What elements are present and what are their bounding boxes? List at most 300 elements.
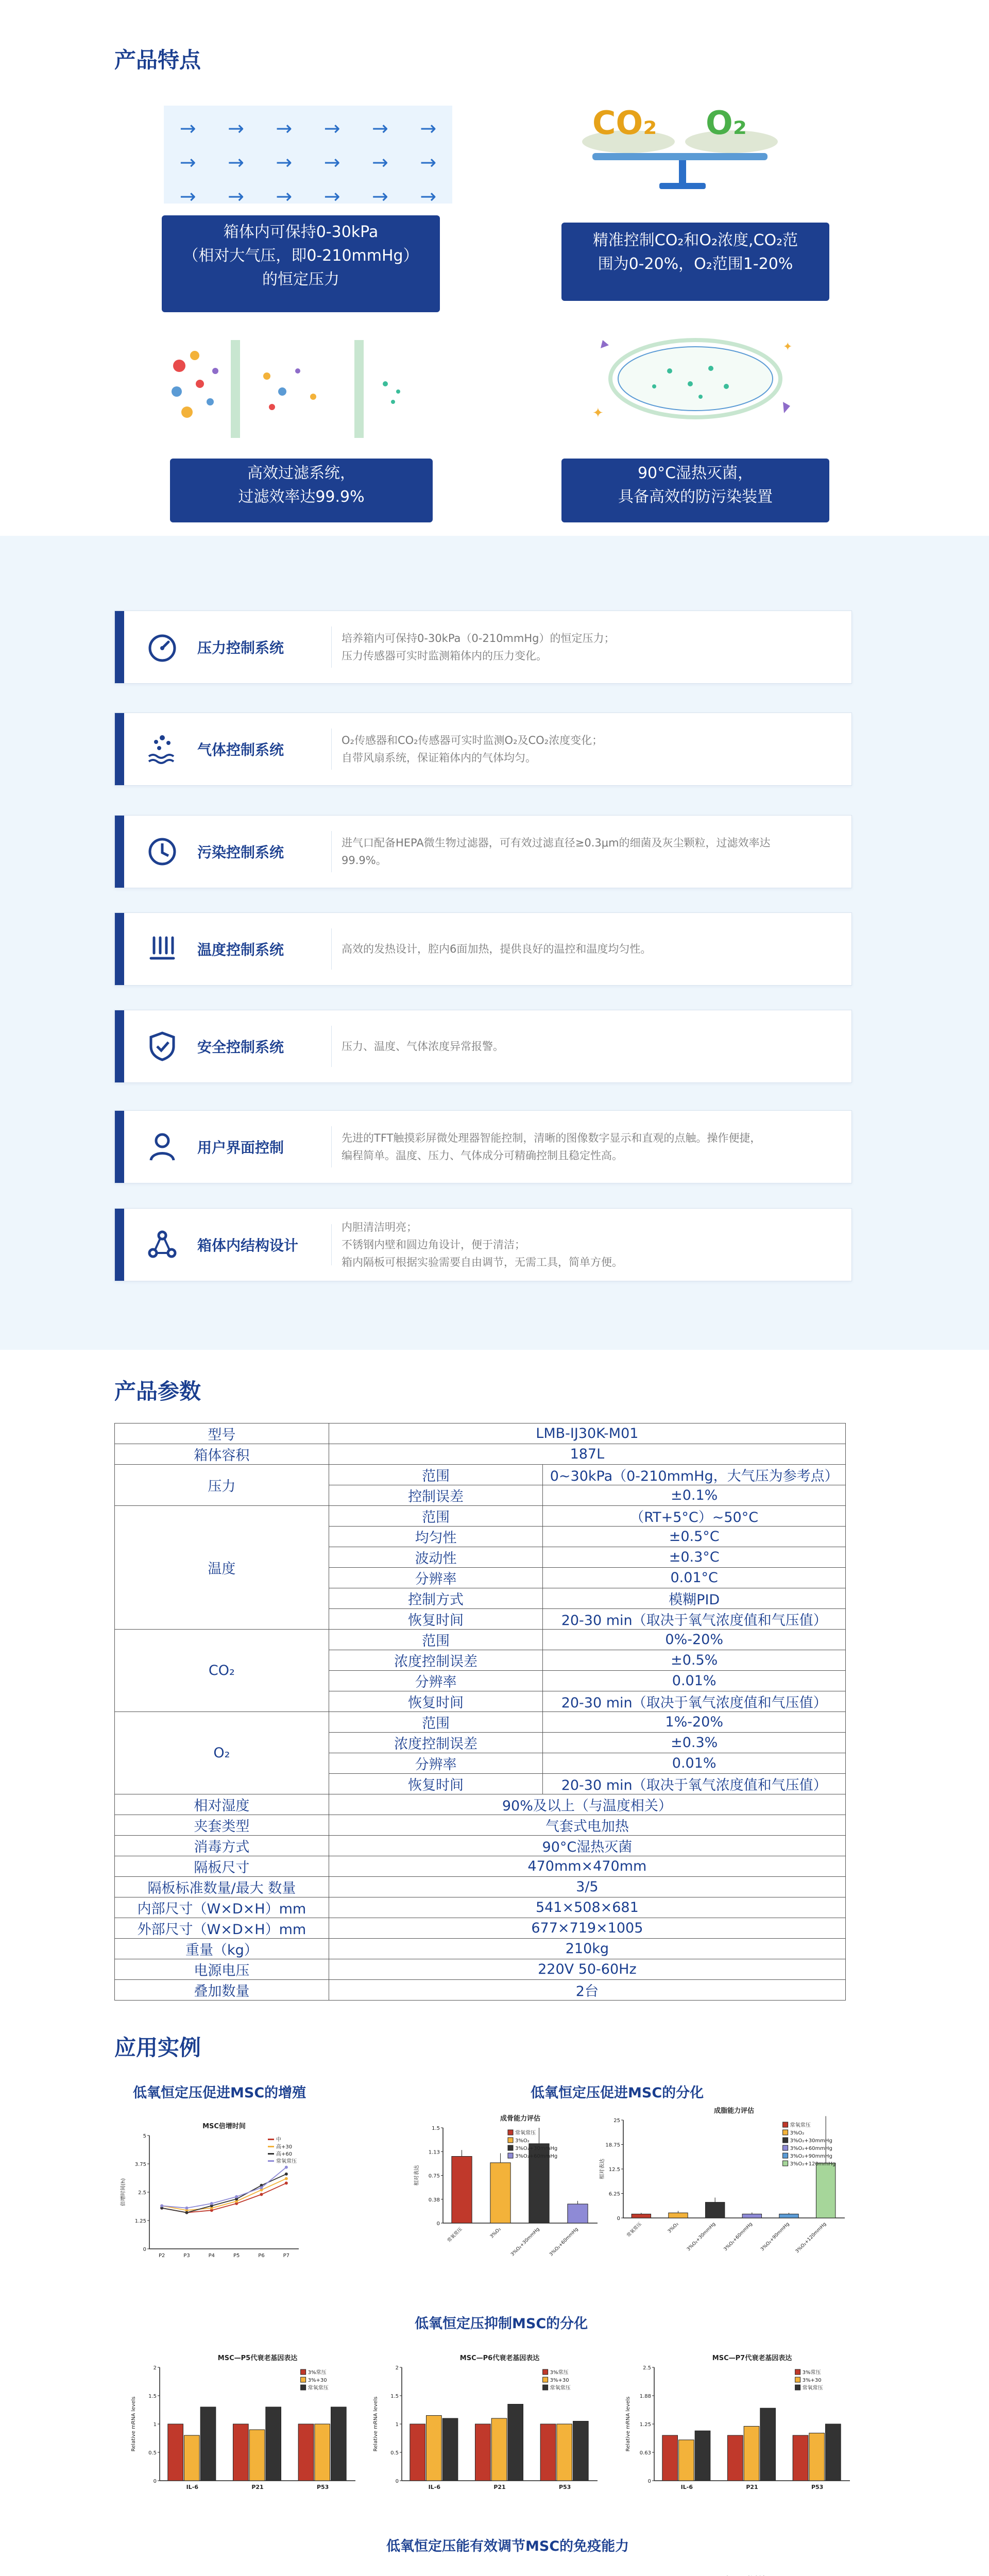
param-value: ±0.3°C [543,1547,846,1568]
x-tick-label: P53 [811,2484,824,2490]
card-accent-bar [115,611,124,683]
x-tick-label: 3%O₂+120mmHg [794,2222,828,2255]
bar [410,2424,425,2481]
legend-label: 常氧常压 [802,2385,823,2391]
apps-title: 应用实例 [114,2035,201,2060]
legend-label: 高+30 [276,2144,293,2150]
param-label: 分辨率 [329,1671,543,1691]
app-subtitle-4: 低氧恒定压能有效调节MSC的免疫能力 [386,2538,629,2554]
chart-title: MSC—P5代衰老基因表达 [217,2354,298,2362]
bar [742,2214,761,2218]
x-tick-label: 常氧常压 [626,2222,643,2239]
th17-bar-chart [592,2568,860,2576]
y-tick-label: 2 [395,2365,399,2371]
y-tick-label: 0 [143,2247,146,2252]
param-value: 3/5 [329,1877,845,1897]
bar [315,2424,330,2481]
param-label: 消毒方式 [115,1836,329,1856]
param-label: 浓度控制误差 [329,1650,543,1671]
chart-title: MSC—P7代衰老基因表达 [712,2354,792,2362]
table-row [115,1712,846,1733]
features-title: 产品特点 [114,47,201,73]
system-desc-line: 不锈钢内壁和圆边角设计，便于清洁； [342,1239,525,1251]
table-row [115,1897,846,1918]
card-accent-bar [115,913,124,985]
proliferation-line-chart [118,2115,335,2269]
x-tick-label: 3%O₂+30mmHg [510,2227,541,2258]
param-label: 恢复时间 [329,1774,543,1794]
y-tick-label: 0.38 [428,2197,440,2203]
legend-swatch [543,2377,548,2382]
system-desc [342,1010,836,1082]
param-value: ±0.3% [543,1733,846,1753]
table-row [115,1877,846,1897]
bar [793,2435,808,2481]
card-divider [331,1026,332,1067]
card-divider [331,831,332,872]
param-label: 控制误差 [329,1485,543,1506]
bar [705,2202,724,2218]
bar [540,2424,556,2481]
card-divider [331,626,332,668]
y-tick-label: 6.25 [608,2191,620,2197]
system-name: 压力控制系统 [197,639,284,656]
legend-swatch [783,2130,788,2135]
filter-line2: 过滤效率达99.9% [238,488,365,506]
gas-line2: 围为0-20%，O₂范围1-20% [598,255,793,273]
legend-label: 常氧常压 [550,2385,571,2391]
bar [233,2424,249,2481]
system-desc-line: 内胆清洁明亮； [342,1221,417,1233]
x-tick-label: 3%O₂+90mmHg [760,2222,791,2252]
pressure-gauge-icon [146,631,179,664]
data-point [285,2173,288,2176]
legend-label: 3%O₂+60mmHg [515,2154,558,2159]
param-value: LMB-IJ30K-M01 [329,1423,845,1444]
system-desc-line: 先进的TFT触摸彩屏微处理器智能控制，清晰的图像数字显示和直观的点触。操作便捷， [342,1132,761,1144]
param-value: 20-30 min（取决于氧气浓度值和气压值） [543,1609,846,1630]
param-value: 187L [329,1444,845,1465]
y-tick-label: 0 [647,2479,651,2484]
chart-title: MSC倍增时间 [202,2123,246,2130]
legend-label: 3%O₂ [790,2130,805,2136]
param-label: 恢复时间 [329,1609,543,1630]
legend-label: 中 [276,2137,281,2143]
bar [475,2424,491,2481]
bar [779,2214,798,2218]
x-tick-label: P7 [283,2253,290,2259]
param-value: ±0.5% [543,1650,846,1671]
legend-label: 3%O₂+30mmHg [790,2138,832,2144]
legend-label: 3%常压 [308,2370,327,2376]
bar [573,2421,589,2481]
system-card [114,912,852,986]
param-label: 范围 [329,1465,543,1485]
x-tick-label: P2 [158,2253,165,2259]
filter-line1: 高效过滤系统， [247,464,355,482]
param-value: 气套式电加热 [329,1815,845,1836]
param-label: 分辨率 [329,1753,543,1774]
bar [168,2424,183,2481]
bar [508,2404,523,2481]
data-point [185,2211,189,2214]
param-label: 箱体容积 [115,1444,329,1465]
param-value: 470mm×470mm [329,1856,845,1877]
x-tick-label: P53 [316,2484,329,2490]
param-label: 波动性 [329,1547,543,1568]
param-value: 90%及以上（与温度相关） [329,1794,845,1815]
app-subtitle-3: 低氧恒定压抑制MSC的分化 [415,2316,588,2332]
param-label: 范围 [329,1630,543,1650]
param-label: 相对湿度 [115,1794,329,1815]
gas-line1: 精准控制CO₂和O₂浓度,CO₂范 [592,231,798,249]
bar [442,2418,458,2481]
table-row [115,1506,846,1527]
y-tick-label: 1 [153,2422,157,2428]
x-tick-label: 3%O₂+60mmHg [723,2222,754,2252]
sterilization-illustration [572,319,819,433]
co2-logo-text: CO₂ [592,104,657,142]
gas-feature-box [561,223,829,301]
param-value: 1%-20% [543,1712,846,1733]
steril-line1: 90°C湿热灭菌， [637,464,754,482]
table-row [115,1980,846,2001]
p7-senescence-chart [623,2347,860,2501]
system-name: 污染控制系统 [197,844,284,861]
legend-label: 常氧常压 [276,2159,297,2164]
param-label: 型号 [115,1423,329,1444]
card-accent-bar [115,1209,124,1281]
legend-swatch [301,2369,306,2375]
x-tick-label: P4 [208,2253,215,2259]
bar [452,2157,472,2224]
param-label: 浓度控制误差 [329,1733,543,1753]
legend-label: 3%+30 [802,2378,822,2383]
bar [728,2435,743,2481]
params-table [114,1423,846,2001]
legend-swatch [508,2153,513,2158]
legend-swatch [783,2153,788,2158]
param-group-label: CO₂ [115,1630,329,1712]
param-value: 0.01°C [543,1568,846,1588]
bar [669,2213,688,2218]
data-point [260,2193,263,2196]
adipo-bar-chart [598,2105,855,2275]
pressure-line3: 的恒定压力 [262,270,339,289]
data-point [160,2204,163,2207]
user-interface-icon [146,1130,179,1163]
system-desc-line: 箱内隔板可根据实验需要自由调节，无需工具，简单方便。 [342,1256,623,1268]
param-label: 夹套类型 [115,1815,329,1836]
system-name: 气体控制系统 [197,741,284,758]
y-axis-label: 倍增时间(h) [121,2178,126,2207]
x-tick-label: P21 [251,2484,264,2490]
y-tick-label: 0 [617,2216,620,2222]
system-desc [342,816,836,888]
y-tick-label: 1 [395,2422,399,2428]
x-tick-label: 3%O₂ [489,2227,502,2240]
legend-swatch [783,2138,788,2143]
y-tick-label: 12.5 [608,2167,620,2173]
y-axis-label: Relative mRNA levels [131,2396,137,2452]
table-row [115,1836,846,1856]
legend-label: 常氧常压 [790,2123,811,2128]
legend-swatch [508,2130,513,2135]
bar [490,2163,510,2223]
legend-swatch [508,2138,513,2143]
system-desc-line: 99.9%。 [342,854,387,867]
legend-swatch [508,2145,513,2150]
legend-swatch [268,2153,274,2155]
filter-feature-box [170,459,433,522]
x-tick-label: IL-6 [680,2484,693,2490]
legend-label: 3%常压 [550,2370,569,2376]
param-label: 重量（kg） [115,1939,329,1959]
param-group-label: 温度 [115,1506,329,1630]
param-value: 0.01% [543,1671,846,1691]
system-card [114,611,852,684]
bar [266,2407,281,2481]
x-tick-label: P6 [258,2253,265,2259]
table-row [115,1465,846,1485]
y-tick-label: 18.75 [605,2142,620,2148]
param-label: 均匀性 [329,1527,543,1547]
legend-label: 3%+30 [550,2378,569,2383]
contamination-shield-icon [146,835,179,868]
y-tick-label: 1.88 [639,2394,651,2399]
system-desc [342,913,836,985]
param-label: 范围 [329,1712,543,1733]
y-axis-label: Relative mRNA levels [625,2396,631,2452]
y-axis-label: 相对表达 [414,2165,420,2186]
y-axis-label: 相对表达 [600,2159,605,2179]
legend-swatch [783,2145,788,2150]
bar [679,2440,694,2481]
param-value: 541×508×681 [329,1897,845,1918]
bar [826,2424,841,2481]
bar [557,2424,572,2481]
data-point [260,2186,263,2189]
param-group-label: 压力 [115,1465,329,1506]
pressure-line2: （相对大气压，即0-210mmHg） [183,247,419,265]
y-tick-label: 0.63 [639,2450,651,2456]
system-name: 温度控制系统 [197,941,284,958]
param-value: 模糊PID [543,1588,846,1609]
param-label: 控制方式 [329,1588,543,1609]
y-tick-label: 0.5 [390,2450,399,2456]
x-tick-label: 3%O₂ [667,2222,680,2234]
system-desc-line: 进气口配备HEPA微生物过滤器，可有效过滤直径≥0.3μm的细菌及灰尘颗粒，过滤效率达 [342,837,771,849]
system-name: 用户界面控制 [197,1139,284,1156]
param-value: 210kg [329,1939,845,1959]
pressure-arrows-illustration: → → → → → → → → → → → → → → → → → → [164,106,452,204]
y-tick-label: 2.5 [643,2365,651,2371]
osteo-bar-chart [412,2107,608,2272]
bar [760,2408,776,2481]
safety-shield-icon [146,1030,179,1063]
x-tick-label: P5 [233,2253,240,2259]
gas-bubbles-icon [146,733,179,766]
legend-swatch [795,2369,800,2375]
bar [744,2426,759,2481]
card-accent-bar [115,1111,124,1183]
legend-label: 3%+30 [308,2378,327,2383]
y-tick-label: 1.25 [134,2218,146,2224]
chart-title: 成骨能力评估 [500,2115,541,2123]
param-label: 隔板标准数量/最大 数量 [115,1877,329,1897]
data-point [210,2202,213,2205]
legend-swatch [268,2139,274,2140]
svg-text:✦: ✦ [592,405,604,421]
param-value: 2台 [329,1980,845,2001]
x-tick-label: P3 [183,2253,190,2259]
card-divider [331,1126,332,1167]
param-value: 20-30 min（取决于氧气浓度值和气压值） [543,1774,846,1794]
sterilization-feature-box [561,459,829,522]
param-label: 隔板尺寸 [115,1856,329,1877]
card-divider [331,928,332,970]
legend-swatch [783,2122,788,2127]
param-value: 677×719×1005 [329,1918,845,1939]
legend-swatch [268,2146,274,2147]
param-value: ±0.1% [543,1485,846,1506]
bar [568,2204,588,2223]
legend-label: 3%O₂+60mmHg [790,2146,832,2151]
table-row [115,1423,846,1444]
system-desc-line: 高效的发热设计，腔内6面加热，提供良好的温控和温度均匀性。 [342,943,652,955]
card-accent-bar [115,1010,124,1082]
table-row [115,1959,846,1980]
svg-text:✦: ✦ [783,341,793,353]
table-row [115,1939,846,1959]
bar [249,2430,265,2481]
param-label: 范围 [329,1506,543,1527]
gas-balance-illustration [582,95,788,198]
legend-swatch [301,2377,306,2382]
legend-label: 3%O₂+30mmHg [515,2146,558,2151]
legend-swatch [268,2160,274,2162]
y-tick-label: 0 [436,2221,440,2227]
y-tick-label: 25 [613,2118,620,2124]
x-tick-label: IL-6 [428,2484,440,2490]
card-divider [331,1224,332,1265]
bar [662,2435,678,2481]
bar [427,2416,442,2481]
steril-line2: 具备高效的防污染装置 [618,488,773,506]
param-value: 0.01% [543,1753,846,1774]
bar [695,2431,710,2481]
pressure-feature-box [162,215,440,312]
table-row [115,1815,846,1836]
param-label: 电源电压 [115,1959,329,1980]
data-point [285,2177,288,2180]
structure-nodes-icon [146,1228,179,1261]
bar [809,2433,825,2481]
y-tick-label: 5 [143,2133,146,2139]
system-name: 安全控制系统 [197,1039,284,1056]
x-tick-label: 3%O₂+60mmHg [549,2227,579,2258]
legend-label: 高+60 [276,2151,293,2157]
data-point [235,2195,238,2198]
system-desc [342,1111,836,1183]
table-row [115,1630,846,1650]
legend-swatch [543,2385,548,2390]
legend-label: 3%O₂ [515,2138,530,2144]
system-card [114,1010,852,1083]
table-row [115,1856,846,1877]
data-point [185,2207,189,2210]
card-accent-bar [115,816,124,888]
system-desc-line: 编程简单。温度、压力、气体成分可精确控制且稳定性高。 [342,1149,623,1162]
system-card [114,815,852,888]
card-divider [331,728,332,770]
x-tick-label: P53 [558,2484,571,2490]
param-label: 恢复时间 [329,1691,543,1712]
param-value: 20-30 min（取决于氧气浓度值和气压值） [543,1691,846,1712]
legend-label: 3%O₂+90mmHg [790,2154,832,2159]
param-value: 90°C湿热灭菌 [329,1836,845,1856]
system-desc-line: 压力传感器可实时监测箱体内的压力变化。 [342,650,547,662]
y-tick-label: 1.25 [639,2422,651,2428]
legend-swatch [543,2369,548,2375]
chart-title: 成脂能力评估 [713,2107,755,2115]
legend-label: 常氧常压 [308,2385,329,2391]
y-tick-label: 1.5 [390,2394,399,2399]
legend-swatch [301,2385,306,2390]
series-line [162,2179,286,2211]
system-desc [342,713,836,785]
bar [632,2214,651,2218]
y-tick-label: 2.5 [138,2190,146,2196]
legend-swatch [795,2385,800,2390]
bar [200,2407,216,2481]
x-tick-label: P21 [746,2484,758,2490]
bar [816,2163,835,2218]
legend-swatch [783,2161,788,2166]
y-tick-label: 1.13 [428,2149,440,2156]
system-desc-line: 压力、温度、气体浓度异常报警。 [342,1040,504,1053]
system-desc-line: O₂传感器和CO₂传感器可实时监测O₂及CO₂浓度变化； [342,734,603,747]
system-desc [342,1209,836,1281]
x-tick-label: 3%O₂+30mmHg [686,2222,717,2252]
p6-senescence-chart [371,2347,608,2501]
bar [331,2407,347,2481]
y-axis-label: Relative mRNA levels [373,2396,379,2452]
legend-swatch [795,2377,800,2382]
app-subtitle-2: 低氧恒定压促进MSC的分化 [531,2085,704,2101]
param-label: 外部尺寸（W×D×H）mm [115,1918,329,1939]
legend-label: 常氧常压 [515,2130,536,2136]
system-name: 箱体内结构设计 [197,1237,299,1254]
system-card [114,1110,852,1183]
param-label: 叠加数量 [115,1980,329,2001]
system-card [114,713,852,786]
filter-illustration [164,335,421,438]
p5-senescence-chart [129,2347,366,2501]
x-tick-label: P21 [493,2484,506,2490]
param-value: ±0.5°C [543,1527,846,1547]
table-row [115,1918,846,1939]
system-desc-line: 自带风扇系统，保证箱体内的气体均匀。 [342,752,536,764]
o2-logo-text: O₂ [706,104,747,142]
bar [298,2424,314,2481]
table-row [115,1794,846,1815]
y-tick-label: 0 [395,2479,399,2484]
legend-label: 3%O₂+120mmHg [790,2161,836,2167]
bar [491,2418,507,2481]
param-value: 220V 50-60Hz [329,1959,845,1980]
system-card [114,1208,852,1281]
